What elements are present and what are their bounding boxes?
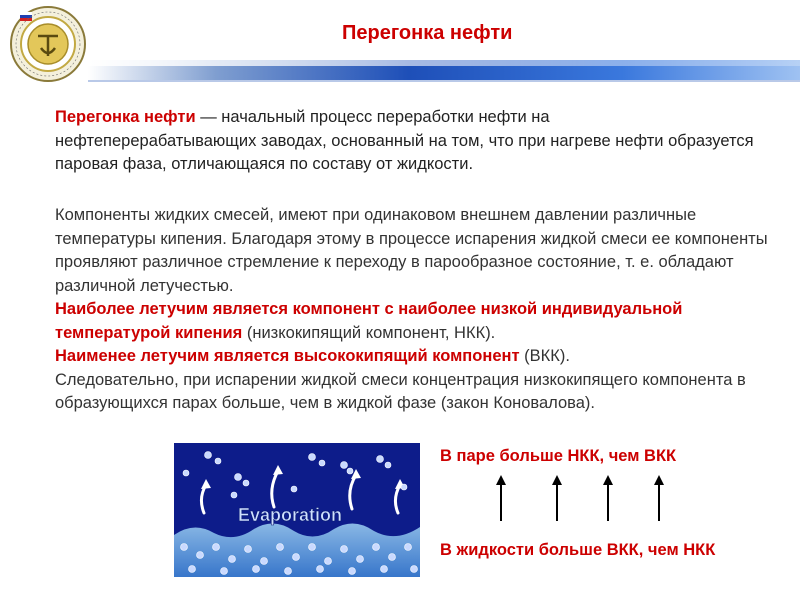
most-volatile-note: (низкокипящий компонент, НКК).: [242, 323, 496, 342]
up-arrow-icon: [603, 475, 613, 521]
explanation-intro: Компоненты жидких смесей, имеют при одинаковом внешнем давлении различные температуры кипения. Благодаря этому в процессе испарения жидкой смеси ее компоненты проявляют различное стремление к переходу в парообразное состояние, т. е. обладают различной летучестью.: [55, 206, 768, 295]
title-bar-highlight: [88, 60, 800, 66]
vapor-annotation: В паре больше НКК, чем ВКК: [440, 447, 677, 465]
up-arrow-icon: [654, 475, 664, 521]
definition-text: — начальный процесс переработки нефти на нефтеперерабатывающих заводах, основанный на том, что при нагреве нефти образуется паровая фаза, отличающаяся по составу от жидкости.: [55, 108, 754, 173]
definition-paragraph: [55, 106, 755, 177]
most-volatile-statement: Наиболее летучим является компонент с наиболее низкой индивидуальной температурой кипения: [55, 300, 683, 342]
least-volatile-note: (ВКК).: [519, 347, 570, 365]
slide-title: Перегонка нефти: [342, 22, 513, 44]
most-volatile-line: [55, 298, 771, 345]
evaporation-label: Evaporation: [237, 505, 343, 525]
up-arrow-icon: [496, 475, 506, 521]
university-seal-logo: [6, 4, 90, 84]
konovalov-conclusion: Следовательно, при испарении жидкой смеси концентрация низкокипящего компонента в образующихся парах больше, чем в жидкой фазе (закон Коновалова).: [55, 370, 746, 412]
least-volatile-statement: Наименее летучим является высококипящий компонент: [55, 347, 520, 365]
least-volatile-line: [55, 345, 771, 369]
title-bar-divider: [88, 80, 800, 82]
up-arrow-icon: [552, 475, 562, 521]
evaporation-illustration: [174, 443, 420, 577]
explanation-paragraph: [55, 204, 771, 416]
liquid-annotation: В жидкости больше ВКК, чем НКК: [440, 541, 716, 559]
definition-term: Перегонка нефти: [55, 108, 196, 126]
